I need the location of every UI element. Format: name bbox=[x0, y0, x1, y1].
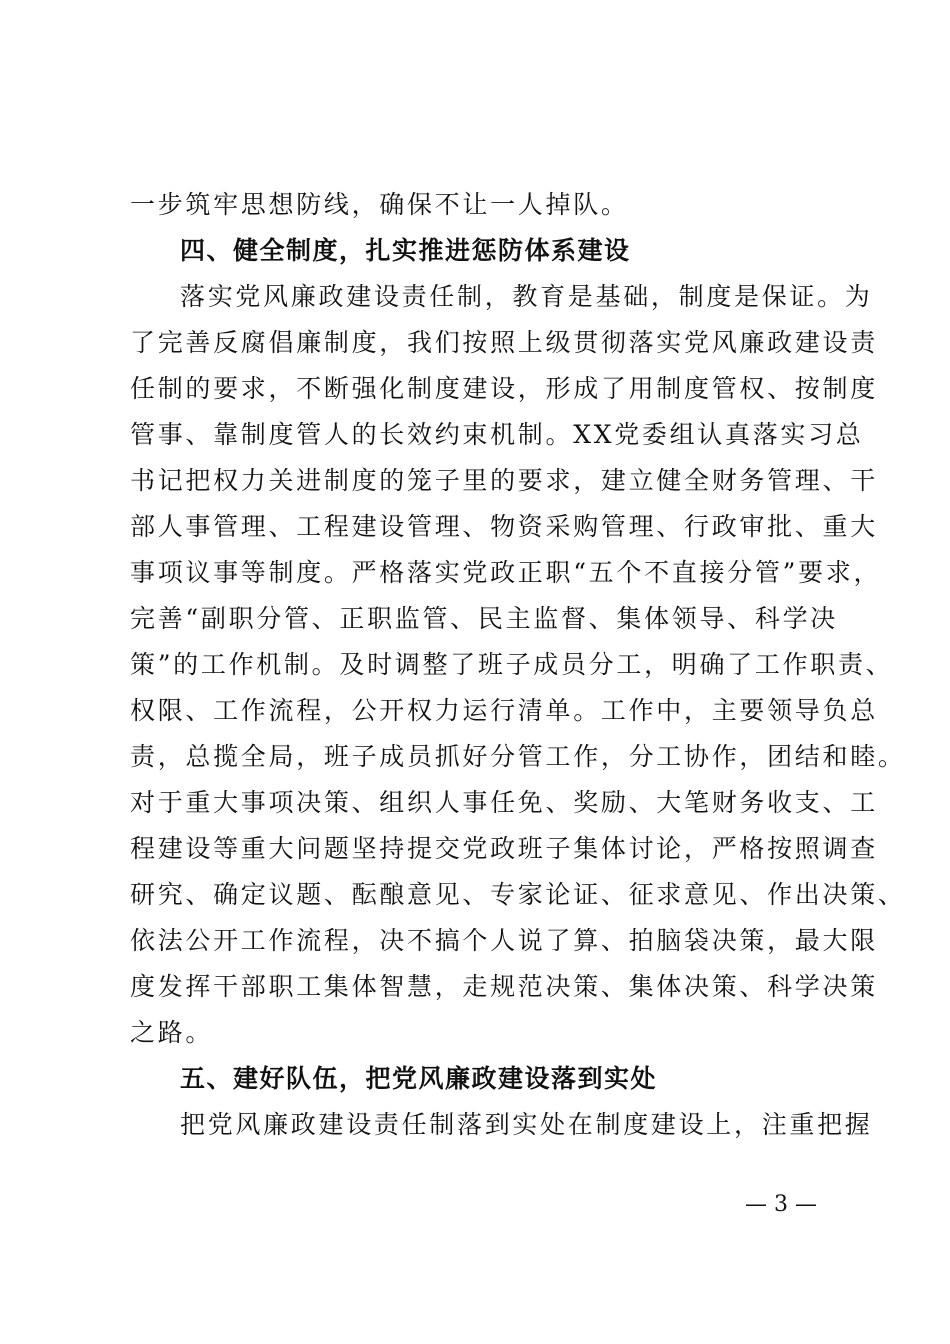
paragraph-first-line: 把党风廉政建设责任制落到实处在制度建设上，注重把握 bbox=[180, 1110, 873, 1139]
body-text-line: 研究、确定议题、酝酿意见、专家论证、征求意见、作出决策、 bbox=[130, 880, 906, 909]
body-text-line: 之路。 bbox=[130, 1018, 214, 1047]
body-text-line: 任制的要求，不断强化制度建设，形成了用制度管权、按制度 bbox=[130, 374, 878, 403]
body-text-line: 了完善反腐倡廉制度，我们按照上级贯彻落实党风廉政建设责 bbox=[130, 328, 878, 357]
body-text-line: 程建设等重大问题坚持提交党政班子集体讨论，严格按照调查 bbox=[130, 834, 878, 863]
section-heading-4: 四、健全制度，扎实推进惩防体系建设 bbox=[180, 236, 631, 265]
body-text-line: 事项议事等制度。严格落实党政正职“五个不直接分管”要求， bbox=[130, 558, 882, 587]
paragraph-first-line: 落实党风廉政建设责任制，教育是基础，制度是保证。为 bbox=[180, 282, 873, 311]
body-text-line: 一步筑牢思想防线，确保不让一人掉队。 bbox=[130, 190, 629, 219]
body-text-line: 对于重大事项决策、组织人事任免、奖励、大笔财务收支、工 bbox=[130, 788, 878, 817]
body-text-line: 管事、靠制度管人的长效约束机制。XX党委组认真落实习总 bbox=[130, 420, 864, 449]
body-text-line: 责，总揽全局，班子成员抓好分管工作，分工协作，团结和睦。 bbox=[130, 742, 906, 771]
body-text-line: 部人事管理、工程建设管理、物资采购管理、行政审批、重大 bbox=[130, 512, 878, 541]
body-text-line: 依法公开工作流程，决不搞个人说了算、拍脑袋决策，最大限 bbox=[130, 926, 878, 955]
body-text-line: 书记把权力关进制度的笼子里的要求，建立健全财务管理、干 bbox=[130, 466, 878, 495]
body-text-line: 策”的工作机制。及时调整了班子成员分工，明确了工作职责、 bbox=[130, 650, 894, 679]
page-number: — 3 — bbox=[745, 1192, 817, 1217]
body-text-line: 度发挥干部职工集体智慧，走规范决策、集体决策、科学决策 bbox=[130, 972, 878, 1001]
section-heading-5: 五、建好队伍，把党风廉政建设落到实处 bbox=[180, 1064, 658, 1093]
body-text-line: 权限、工作流程，公开权力运行清单。工作中，主要领导负总 bbox=[130, 696, 878, 725]
body-text-line: 完善“副职分管、正职监管、民主监督、集体领导、科学决 bbox=[130, 604, 838, 633]
